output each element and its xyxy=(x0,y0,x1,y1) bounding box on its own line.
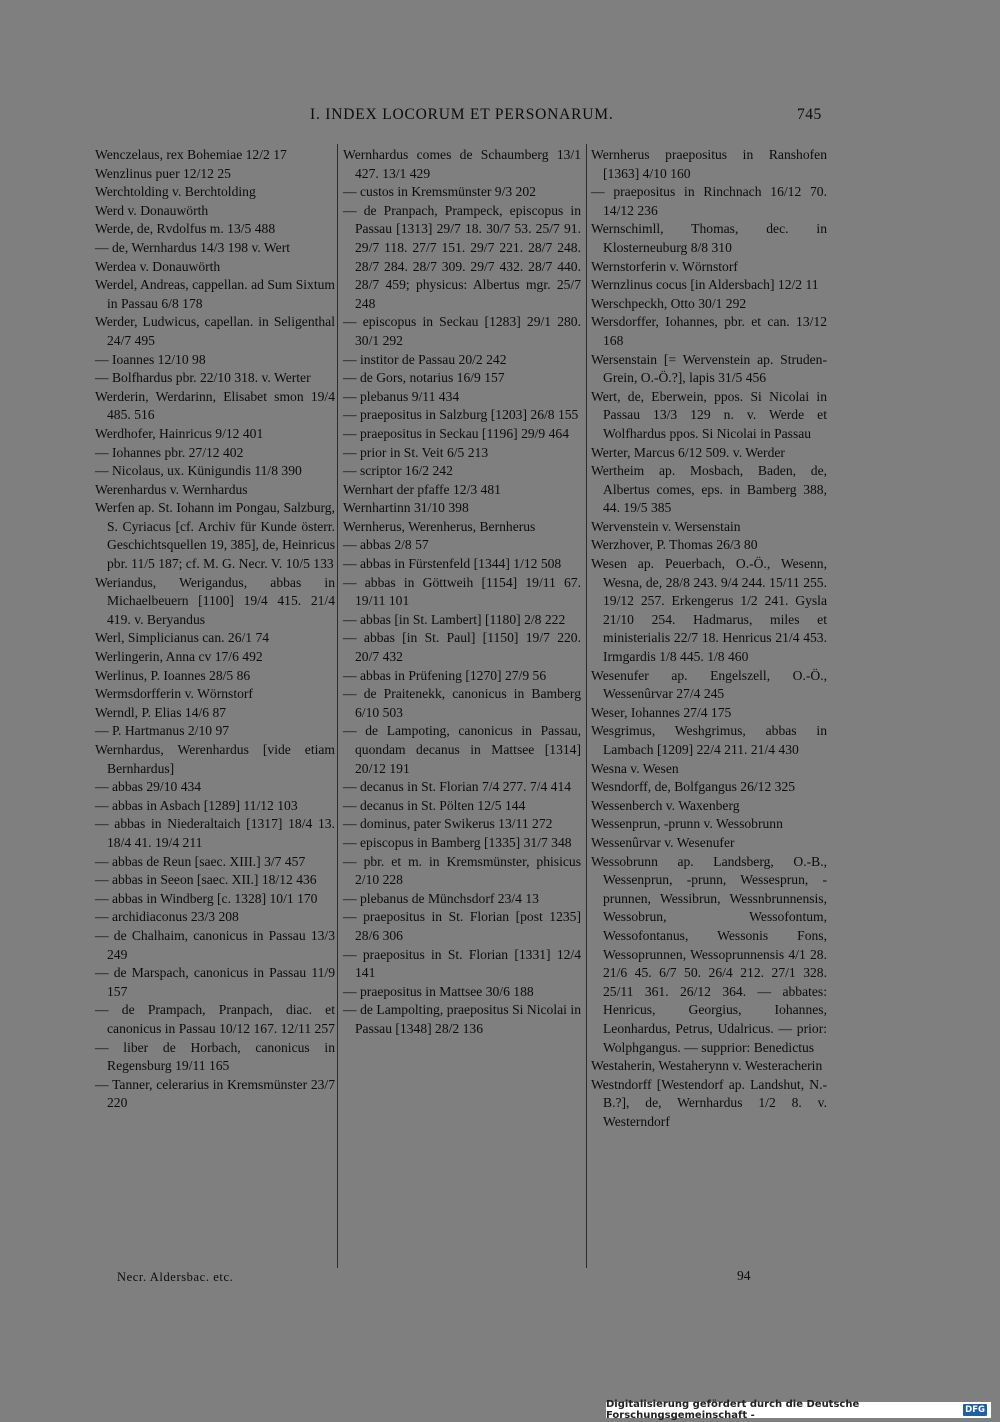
index-entry: Werd v. Donauwörth xyxy=(95,202,209,218)
index-entry: — plebanus de Münchsdorf 23/4 13 xyxy=(343,890,539,906)
index-entry: Werenhardus v. Wernhardus xyxy=(95,481,248,497)
index-entry: — de Lampoting, canonicus in Passau, quondam decanus in Mattsee [1314] 20/12 191 xyxy=(343,723,581,776)
index-entry: — Tanner, celerarius in Kremsmünster 23/7 220 xyxy=(95,1076,335,1111)
index-entry: Werderin, Werdarinn, Elisabet smon 19/4 485. 516 xyxy=(95,388,335,423)
index-entry: Wernschimll, Thomas, dec. in Klosterneuburg 8/8 310 xyxy=(591,221,827,255)
index-entry: Werder, Ludwicus, capellan. in Seligenthal 24/7 495 xyxy=(95,314,335,348)
index-entry: Werlingerin, Anna cv 17/6 492 xyxy=(95,649,263,665)
index-entry: Wenczelaus, rex Bohemiae 12/2 17 xyxy=(95,147,287,162)
index-entry: — Nicolaus, ux. Künigundis 11/8 390 xyxy=(95,463,302,479)
index-entry: — de Prampach, Pranpach, diac. et canonicus in Passau 10/12 167. 12/11 257 xyxy=(95,1002,335,1036)
index-column-left xyxy=(95,146,335,1113)
index-entry: Wessenûrvar v. Wesenufer xyxy=(591,834,735,850)
index-entry: Wernhart der pfaffe 12/3 481 xyxy=(343,481,501,497)
index-column-middle xyxy=(343,146,581,1039)
dfg-credit-text: Digitalisierung gefördert durch die Deutsche Forschungsgemeinschaft - xyxy=(606,1399,860,1421)
index-entry: — episcopus in Seckau [1283] 29/1 280. 30/1 292 xyxy=(343,314,581,348)
index-entry: — decanus in St. Pölten 12/5 144 xyxy=(343,797,526,813)
index-entry: — dominus, pater Swikerus 13/11 272 xyxy=(343,816,553,832)
index-entry: Wessenprun, -prunn v. Wessobrunn xyxy=(591,816,783,832)
index-entry: Wernstorferin v. Wörnstorf xyxy=(591,258,738,274)
index-entry: Werschpeckh, Otto 30/1 292 xyxy=(591,295,747,311)
index-entry: — abbas [in St. Paul] [1150] 19/7 220. 20/7 432 xyxy=(343,630,581,665)
index-entry: Werter, Marcus 6/12 509. v. Werder xyxy=(591,444,785,460)
index-entry: — pbr. et m. in Kremsmünster, phisicus 2/10 228 xyxy=(343,853,581,888)
index-entry: Westndorff [Westendorf ap. Landshut, N.-B.?], de, Wernhardus 1/2 8. v. Westerndorf xyxy=(591,1076,827,1129)
index-entry: — custos in Kremsmünster 9/3 202 xyxy=(343,184,536,200)
index-entry: — institor de Passau 20/2 242 xyxy=(343,351,507,367)
index-entry: — praepositus in St. Florian [1331] 12/4 141 xyxy=(343,946,581,981)
dfg-logo-icon: DFG xyxy=(965,1405,985,1415)
index-entry: Wernhardus, Werenhardus [vide etiam Bernhardus] xyxy=(95,742,335,776)
index-entry: Werndl, P. Elias 14/6 87 xyxy=(95,704,227,720)
index-entry: — abbas in Seeon [saec. XII.] 18/12 436 xyxy=(95,872,317,888)
index-entry: — Ioannes 12/10 98 xyxy=(95,351,206,367)
index-entry: — abbas in Prüfening [1270] 27/9 56 xyxy=(343,667,547,683)
dfg-credit-bar xyxy=(606,1399,991,1421)
sheet-number: 94 xyxy=(737,1268,751,1283)
index-entry: — Iohannes pbr. 27/12 402 xyxy=(95,444,244,460)
index-entry: Wersdorffer, Iohannes, pbr. et can. 13/12 168 xyxy=(591,314,827,348)
index-entry: — abbas [in St. Lambert] [1180] 2/8 222 xyxy=(343,611,566,627)
index-entry: — praepositus in St. Florian [post 1235] 28/6 306 xyxy=(343,909,581,943)
index-entry: — prior in St. Veit 6/5 213 xyxy=(343,444,489,460)
index-entry: Werde, de, Rvdolfus m. 13/5 488 xyxy=(95,221,276,237)
index-entry: — de Gors, notarius 16/9 157 xyxy=(343,370,505,386)
page-number: 745 xyxy=(797,106,822,123)
index-entry: — scriptor 16/2 242 xyxy=(343,463,453,479)
index-entry: Werfen ap. St. Iohann im Pongau, Salzburg, S. Cyriacus [cf. Archiv für Kunde österr. Geschichtsquellen 19, 385], de, Heinricus pbr. 11/5 187; cf. M. G. Necr. V. 10/5 133 xyxy=(95,500,335,572)
index-entry: Wermsdorfferin v. Wörnstorf xyxy=(95,686,253,702)
index-entry: — abbas in Niederaltaich [1317] 18/4 13. 18/4 41. 19/4 211 xyxy=(95,816,335,850)
index-entry: — praepositus in Mattsee 30/6 188 xyxy=(343,983,534,999)
column-divider xyxy=(586,144,587,1268)
index-entry: Weser, Iohannes 27/4 175 xyxy=(591,704,732,720)
index-entry: — abbas in Windberg [c. 1328] 10/1 170 xyxy=(95,890,318,906)
index-entry: Werdea v. Donauwörth xyxy=(95,258,221,274)
index-entry: — archidiaconus 23/3 208 xyxy=(95,909,239,925)
index-entry: Wervenstein v. Wersenstain xyxy=(591,518,741,534)
index-entry: — abbas de Reun [saec. XIII.] 3/7 457 xyxy=(95,853,306,869)
index-entry: — plebanus 9/11 434 xyxy=(343,388,460,404)
index-entry: — de Marspach, canonicus in Passau 11/9 157 xyxy=(95,965,335,999)
index-entry: Wernherus praepositus in Ranshofen [1363] 4/10 160 xyxy=(591,147,827,181)
running-head-title: I. INDEX LOCORUM ET PERSONARUM. xyxy=(310,106,614,123)
index-entry: — abbas in Asbach [1289] 11/12 103 xyxy=(95,797,298,813)
signature-mark: Necr. Aldersbac. etc. xyxy=(117,1270,234,1284)
index-entry: — liber de Horbach, canonicus in Regensburg 19/11 165 xyxy=(95,1039,335,1074)
index-entry: — praepositus in Seckau [1196] 29/9 464 xyxy=(343,425,570,441)
index-entry: — de Chalhaim, canonicus in Passau 13/3 249 xyxy=(95,927,335,962)
index-entry: Werlinus, P. Ioannes 28/5 86 xyxy=(95,667,251,683)
index-entry: Werdhofer, Hainricus 9/12 401 xyxy=(95,425,264,441)
index-entry: Wesndorff, de, Bolfgangus 26/12 325 xyxy=(591,779,796,795)
index-entry: Wessenberch v. Waxenberg xyxy=(591,797,740,813)
index-entry: — abbas in Fürstenfeld [1344] 1/12 508 xyxy=(343,556,562,572)
index-entry: Wesgrimus, Weshgrimus, abbas in Lambach [1209] 22/4 211. 21/4 430 xyxy=(591,723,827,757)
index-entry: — de, Wernhardus 14/3 198 v. Wert xyxy=(95,239,291,255)
index-entry: Wenzlinus puer 12/12 25 xyxy=(95,165,231,181)
index-entry: Wessobrunn ap. Landsberg, O.-B., Wessenprun, -prunn, Wessesprun, -prunnen, Wessibrun, Wessnbrunnensis, Wessobrun, Wessofontum, Wessofontanus, Wessonis Fons, Wessoprunnen, Wessoprunnensis 4/1 28. 21/6 45. 6/7 50. 26/4 212. 27/1 328. 25/11 361. 26/12 364. — abbates: Henricus, Georgius, Iohannes, Leonhardus, Petrus, Udalricus. — prior: Wolphgangus. — supprior: Benedictus xyxy=(591,853,827,1055)
index-entry: — Bolfhardus pbr. 22/10 318. v. Werter xyxy=(95,370,311,386)
index-entry: Westaherin, Westaherynn v. Westeracherin xyxy=(591,1058,823,1074)
index-entry: — P. Hartmanus 2/10 97 xyxy=(95,723,230,739)
index-entry: Wert, de, Eberwein, ppos. Si Nicolai in Passau 13/3 129 n. v. Werde et Wolfhardus ppos. Si Nicolai in Passau xyxy=(591,388,827,441)
index-entry: Wesenufer ap. Engelszell, O.-Ö., Wessenûrvar 27/4 245 xyxy=(591,667,827,702)
index-entry: — de Praitenekk, canonicus in Bamberg 6/10 503 xyxy=(343,686,581,720)
index-entry: — abbas 29/10 434 xyxy=(95,779,202,795)
index-entry: Werchtolding v. Berchtolding xyxy=(95,184,256,200)
index-entry: Werdel, Andreas, cappellan. ad Sum Sixtum in Passau 6/8 178 xyxy=(95,277,335,311)
index-entry: Weriandus, Werigandus, abbas in Michaelbeuern [1100] 19/4 415. 21/4 419. v. Beryandus xyxy=(95,574,335,627)
column-divider xyxy=(337,144,338,1268)
index-entry: Werzhover, P. Thomas 26/3 80 xyxy=(591,537,758,553)
index-entry: Wesen ap. Peuerbach, O.-Ö., Wesenn, Wesna, de, 28/8 243. 9/4 244. 15/11 255. 19/12 257. Erkengerus 1/2 241. Gysla 21/10 254. Hadmarus, miles et ministerialis 22/7 18. Henricus 21/4 453. Irmgardis 1/8 445. 1/8 460 xyxy=(591,556,827,665)
index-entry: Werl, Simplicianus can. 26/1 74 xyxy=(95,630,270,646)
index-entry: — abbas 2/8 57 xyxy=(343,537,429,553)
index-entry: Wernherus, Werenherus, Bernherus xyxy=(343,518,536,534)
index-entry: — decanus in St. Florian 7/4 277. 7/4 414 xyxy=(343,779,572,795)
index-entry: Wertheim ap. Mosbach, Baden, de, Albertus comes, eps. in Bamberg 388, 44. 19/5 385 xyxy=(591,463,827,516)
index-entry: — abbas in Göttweih [1154] 19/11 67. 19/11 101 xyxy=(343,574,581,609)
index-entry: — de Pranpach, Prampeck, episcopus in Passau [1313] 29/7 18. 30/7 53. 25/7 91. 29/7 118. 27/7 151. 29/7 221. 28/7 248. 28/7 284. 28/7 309. 29/7 432. 28/7 440. 28/7 459; physicus: Albertus mgr. 25/7 248 xyxy=(343,202,581,311)
index-entry: Wernhartinn 31/10 398 xyxy=(343,500,469,516)
index-entry: Wernhardus comes de Schaumberg 13/1 427. 13/1 429 xyxy=(343,147,581,181)
index-column-right xyxy=(591,146,827,1131)
index-entry: Wernzlinus cocus [in Aldersbach] 12/2 11 xyxy=(591,277,819,293)
index-entry: — episcopus in Bamberg [1335] 31/7 348 xyxy=(343,834,572,850)
index-entry: — praepositus in Rinchnach 16/12 70. 14/12 236 xyxy=(591,184,827,218)
index-entry: Wesna v. Wesen xyxy=(591,760,679,776)
index-entry: Wersenstain [= Wervenstein ap. Struden-Grein, O.-Ö.?], lapis 31/5 456 xyxy=(591,351,827,386)
index-entry: — de Lampolting, praepositus Si Nicolai in Passau [1348] 28/2 136 xyxy=(343,1002,581,1036)
index-entry: — praepositus in Salzburg [1203] 26/8 155 xyxy=(343,407,579,423)
